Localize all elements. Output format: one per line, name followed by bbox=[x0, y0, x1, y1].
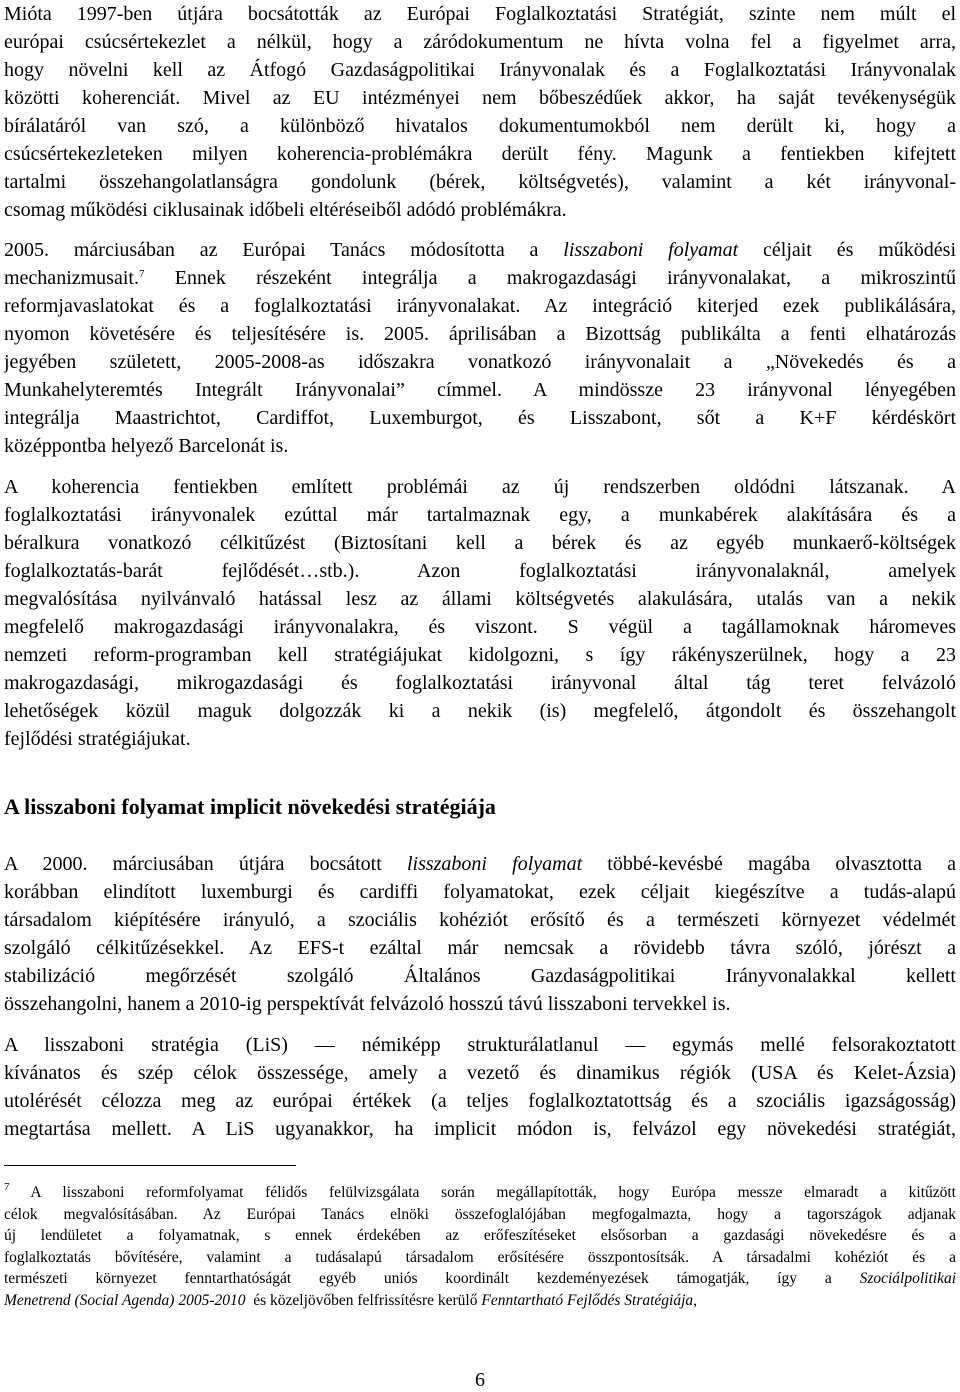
text-segment: 2005. márciusában az Európai Tanács módosította a bbox=[4, 239, 564, 261]
text-line: makrogazdasági, mikrogazdasági és foglalkoztatási irányvonal által tág teret felvázoló bbox=[4, 672, 956, 694]
paragraph-lisbon-strategy-lis bbox=[4, 1031, 956, 1143]
text-line: utolérését célozza meg az európai értékek (a teljes foglalkoztatottság és a szociális igazságosság) bbox=[4, 1090, 956, 1112]
text-line: jegyében született, 2005-2008-as időszakra vonatkozó irányvonalait a „Növekedés és a bbox=[4, 351, 956, 373]
text-line: Mióta 1997-ben útjára bocsátották az Európai Foglalkoztatási Stratégiát, szinte nem múlt el bbox=[4, 3, 956, 25]
text-line: csomag működési ciklusainak időbeli eltéréseiből adódó problémákra. bbox=[4, 199, 567, 221]
text-segment: , bbox=[693, 1291, 698, 1309]
section-heading: A lisszaboni folyamat implicit növekedési stratégiája bbox=[4, 794, 496, 819]
footnote-line bbox=[4, 1268, 956, 1290]
text-line bbox=[4, 264, 956, 292]
text-line: Munkahelyteremtés Integrált Irányvonalai” címmel. A mindössze 23 irányvonal lényegében bbox=[4, 379, 956, 401]
footnote-line: új lendületet a folyamatnak, s ennek érdekében az erőfeszítéseket elsősorban a gazdasági növekedésre és a bbox=[4, 1227, 956, 1244]
text-segment: többé-kevésbé magába olvasztotta a bbox=[582, 853, 956, 875]
italic-term: lisszaboni folyamat bbox=[406, 853, 583, 875]
footnote-number: 7 bbox=[4, 1182, 10, 1193]
text-segment: céljait és működési bbox=[738, 239, 956, 261]
text-segment: A lisszaboni reformfolyamat félidős felülvizsgálata során megállapították, hogy Európa messze elmaradt a kitűzött bbox=[9, 1184, 956, 1201]
text-line: stabilizáció megőrzését szolgáló Általános Gazdaságpolitikai Irányvonalakkal kellett bbox=[4, 965, 956, 987]
text-line: középpontba helyező Barcelonát is. bbox=[4, 435, 289, 457]
footnote-line bbox=[4, 1182, 956, 1204]
paragraph-lisbon-process-2000 bbox=[4, 850, 956, 1018]
page-number: 6 bbox=[475, 1369, 485, 1391]
text-line: A koherencia fentiekben említett problémái az új rendszerben oldódni látszanak. A bbox=[4, 476, 956, 498]
text-line: tartalmi összehangolatlanságra gondolunk (bérek, költségvetés), valamint a két irányvonal- bbox=[4, 171, 956, 193]
text-line: hogy növelni kell az Átfogó Gazdaságpolitikai Irányvonalak és a Foglalkoztatási Irányvonalak bbox=[4, 59, 956, 81]
text-segment: természeti környezet fenntarthatóságát egyéb uniós koordinált kezdeményezések támogatják, így a bbox=[4, 1270, 860, 1287]
text-line: csúcsértekezleteken milyen koherencia-problémákra derült fény. Magunk a fentiekben kifejtett bbox=[4, 143, 956, 165]
italic-title: Fenntartható Fejlődés Stratégiája bbox=[481, 1291, 694, 1309]
footnote-7 bbox=[4, 1182, 956, 1311]
text-line: A lisszaboni stratégia (LiS) ― némiképp strukturálatlanul ― egymás mellé felsorakoztatott bbox=[4, 1034, 956, 1056]
text-line: foglalkoztatás-barát fejlődését…stb.). Azon foglalkoztatási irányvonalaknál, amelyek bbox=[4, 560, 956, 582]
text-line: foglalkoztatási irányvonalek ezúttal már tartalmaznak egy, a munkabérek alakítására és a bbox=[4, 504, 956, 526]
footnote-line bbox=[4, 1290, 956, 1312]
text-segment: Ennek részeként integrálja a makrogazdasági irányvonalakat, a mikroszintű bbox=[144, 267, 956, 289]
text-segment: A 2000. márciusában útjára bocsátott bbox=[4, 853, 407, 875]
text-segment: mechanizmusait. bbox=[4, 267, 139, 289]
text-segment: és közeljövőben felfrissítésre kerülő bbox=[245, 1291, 482, 1309]
text-line: korábban elindított luxemburgi és cardiffi folyamatokat, ezek céljait kiegészítve a tudás-alapú bbox=[4, 881, 956, 903]
text-line: szolgáló célkitűzésekkel. Az EFS-t ezáltal már nemcsak a rövidebb távra szóló, jórészt a bbox=[4, 937, 956, 959]
text-line: bírálatáról van szó, a különböző hivatalos dokumentumokból nem derült ki, hogy a bbox=[4, 115, 956, 137]
text-line: reformjavaslatokat és a foglalkoztatási irányvonalakat. Az integráció kiterjed ezek publikálására, bbox=[4, 295, 956, 317]
text-line: megfelelő makrogazdasági irányvonalakra, és viszont. S végül a tagállamoknak háromeves bbox=[4, 616, 956, 638]
text-line: integrálja Maastrichtot, Cardiffot, Luxemburgot, és Lisszabont, sőt a K+F kérdéskört bbox=[4, 407, 956, 429]
paragraph-2005-european-council bbox=[4, 236, 956, 460]
text-line bbox=[4, 850, 956, 878]
text-line: fejlődési stratégiájukat. bbox=[4, 728, 191, 750]
paragraph-coherence-problems bbox=[4, 473, 956, 753]
text-line: béralkura vonatkozó célkitűzést (Biztosítani kell a bérek és az egyéb munkaerő-költségek bbox=[4, 532, 956, 554]
text-line bbox=[4, 236, 956, 264]
italic-title: Szociálpolitikai bbox=[859, 1270, 956, 1287]
paragraph-eu-employment-strategy bbox=[4, 0, 956, 224]
text-line: összehangolni, hanem a 2010-ig perspektívát felvázoló hosszú távú lisszaboni tervekkel is. bbox=[4, 993, 731, 1015]
text-line: nyomon követésére és teljesítésére is. 2005. áprilisában a Bizottság publikálta a fenti elhatározás bbox=[4, 323, 956, 345]
text-line: kívánatos és szép célok összessége, amely a vezető és dinamikus régiók (USA és Kelet-Ázsia) bbox=[4, 1062, 956, 1084]
footnote-reference[interactable]: 7 bbox=[138, 268, 145, 280]
italic-term: lisszaboni folyamat bbox=[563, 239, 739, 261]
italic-title: Menetrend (Social Agenda) 2005-2010 bbox=[4, 1291, 246, 1309]
text-line: lehetőségek közül maguk dolgozzák ki a nekik (is) megfelelő, átgondolt és összehangolt bbox=[4, 700, 956, 722]
footnote-line: foglalkoztatás bővítésére, valamint a tudásalapú társadalom erősítésére összpontosítsák. A társadalmi kohéziót és a bbox=[4, 1248, 956, 1266]
text-line: megvalósítása nyilvánvaló hatással lesz az állami költségvetés alakulására, utalás van a nekik bbox=[4, 588, 956, 610]
text-line: társadalom kiépítésére irányuló, a szociális kohéziót erősítő és a természeti környezet védelmét bbox=[4, 909, 956, 931]
footnote-separator bbox=[4, 1165, 296, 1166]
text-line: nemzeti reform-programban kell stratégiájukat kidolgozni, s így rákényszerülnek, hogy a 23 bbox=[4, 644, 956, 666]
text-line: megtartása mellett. A LiS ugyanakkor, ha implicit módon is, felvázol egy növekedési stratégiát, bbox=[4, 1118, 956, 1140]
text-line: európai csúcsértekezlet a nélkül, hogy a záródokumentum ne hívta volna fel a figyelmet arra, bbox=[4, 31, 956, 53]
footnote-line: célok megvalósításában. Az Európai Tanács elnöki összefoglalójában megfogalmazta, hogy a tagországok adjanak bbox=[4, 1205, 956, 1223]
text-line: közötti koherenciát. Mivel az EU intézményei nem bőbeszédűek akkor, ha saját tevékenységük bbox=[4, 87, 956, 109]
